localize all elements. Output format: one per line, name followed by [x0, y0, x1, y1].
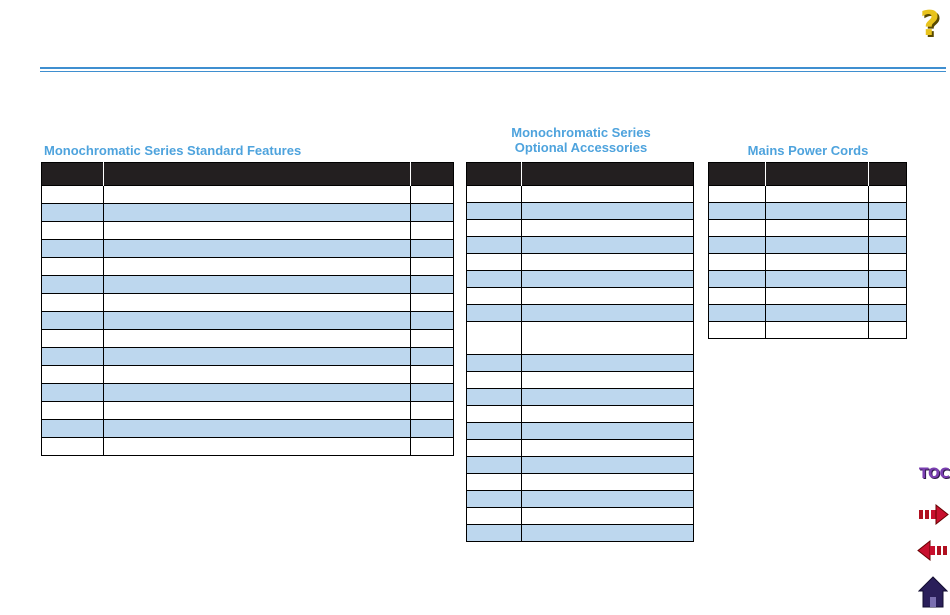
- table-cell: [765, 186, 868, 203]
- table-cell: [103, 438, 410, 456]
- table-cell: [411, 294, 454, 312]
- table-row: [467, 288, 694, 305]
- column-header: [869, 163, 907, 186]
- table-cell: [103, 222, 410, 240]
- standard-features-table: [41, 162, 454, 456]
- table-cell: [709, 254, 766, 271]
- optional-accessories-caption: [466, 125, 696, 155]
- table-cell: [467, 423, 522, 440]
- table-cell: [467, 440, 522, 457]
- table-header-row: [467, 163, 694, 186]
- table-cell: [103, 348, 410, 366]
- table-row: [42, 366, 454, 384]
- table-cell: [103, 366, 410, 384]
- table-cell: [467, 237, 522, 254]
- table-cell: [42, 402, 104, 420]
- next-page-arrow-icon[interactable]: [917, 502, 949, 526]
- toc-icon[interactable]: TOC: [919, 466, 950, 482]
- table-cell: [869, 220, 907, 237]
- table-cell: [521, 271, 693, 288]
- table-row: [42, 258, 454, 276]
- table-cell: [521, 525, 693, 542]
- column-header: [521, 163, 693, 186]
- table-cell: [869, 186, 907, 203]
- table-cell: [42, 276, 104, 294]
- header-rule: [40, 67, 946, 69]
- table-cell: [709, 305, 766, 322]
- table-cell: [521, 457, 693, 474]
- table-row: [467, 525, 694, 542]
- table-row: [467, 423, 694, 440]
- table-row: [42, 348, 454, 366]
- table-cell: [521, 423, 693, 440]
- table-cell: [411, 312, 454, 330]
- table-cell: [42, 438, 104, 456]
- table-row: [709, 322, 907, 339]
- table-cell: [709, 322, 766, 339]
- table-cell: [709, 220, 766, 237]
- table-row: [42, 384, 454, 402]
- table-cell: [709, 288, 766, 305]
- table-cell: [521, 440, 693, 457]
- table-cell: [869, 305, 907, 322]
- table-row: [467, 355, 694, 372]
- table-cell: [467, 288, 522, 305]
- table-cell: [42, 186, 104, 204]
- table-cell: [467, 271, 522, 288]
- table-cell: [521, 474, 693, 491]
- table-cell: [411, 384, 454, 402]
- table-row: [467, 220, 694, 237]
- column-header: [467, 163, 522, 186]
- table-row: [709, 288, 907, 305]
- table-cell: [42, 420, 104, 438]
- header-rule-thin: [40, 71, 946, 72]
- table-cell: [467, 254, 522, 271]
- optional-accessories-caption-line1: Monochromatic Series: [511, 125, 651, 140]
- table-row: [709, 305, 907, 322]
- table-header-row: [709, 163, 907, 186]
- table-cell: [521, 491, 693, 508]
- optional-accessories-table: [466, 162, 694, 542]
- table-row: [467, 254, 694, 271]
- table-cell: [103, 384, 410, 402]
- table-cell: [103, 330, 410, 348]
- table-cell: [411, 258, 454, 276]
- table-cell: [521, 203, 693, 220]
- table-cell: [869, 322, 907, 339]
- table-cell: [521, 372, 693, 389]
- table-row: [42, 240, 454, 258]
- table-cell: [42, 384, 104, 402]
- table-cell: [411, 420, 454, 438]
- table-cell: [411, 222, 454, 240]
- table-row: [709, 203, 907, 220]
- table-cell: [521, 186, 693, 203]
- previous-page-arrow-icon[interactable]: [917, 538, 949, 562]
- table-cell: [521, 406, 693, 423]
- table-row: [42, 438, 454, 456]
- table-cell: [467, 372, 522, 389]
- table-cell: [521, 220, 693, 237]
- table-cell: [103, 276, 410, 294]
- table-cell: [709, 237, 766, 254]
- table-cell: [42, 294, 104, 312]
- table-cell: [42, 330, 104, 348]
- table-cell: [765, 322, 868, 339]
- table-cell: [521, 305, 693, 322]
- table-row: [467, 237, 694, 254]
- table-row: [709, 237, 907, 254]
- table-cell: [869, 237, 907, 254]
- table-cell: [411, 330, 454, 348]
- table-row: [709, 254, 907, 271]
- table-cell: [467, 406, 522, 423]
- table-cell: [467, 508, 522, 525]
- table-cell: [521, 355, 693, 372]
- table-row: [42, 186, 454, 204]
- table-cell: [42, 366, 104, 384]
- column-header: [765, 163, 868, 186]
- table-cell: [467, 203, 522, 220]
- table-cell: [709, 186, 766, 203]
- table-cell: [103, 186, 410, 204]
- optional-accessories-caption-line2: Optional Accessories: [514, 140, 648, 155]
- table-cell: [103, 420, 410, 438]
- table-cell: [765, 271, 868, 288]
- table-cell: [521, 288, 693, 305]
- table-row: [42, 330, 454, 348]
- table-cell: [42, 204, 104, 222]
- question-mark-icon[interactable]: ?: [920, 4, 940, 44]
- table-cell: [103, 294, 410, 312]
- table-row: [467, 389, 694, 406]
- table-row: [709, 271, 907, 288]
- table-cell: [869, 254, 907, 271]
- table-row: [467, 406, 694, 423]
- table-cell: [467, 355, 522, 372]
- table-cell: [467, 186, 522, 203]
- table-cell: [42, 240, 104, 258]
- table-row: [42, 204, 454, 222]
- table-row: [42, 294, 454, 312]
- column-header: [411, 163, 454, 186]
- table-cell: [103, 204, 410, 222]
- table-row: [467, 491, 694, 508]
- table-cell: [709, 203, 766, 220]
- table-row: [467, 457, 694, 474]
- table-cell: [411, 402, 454, 420]
- table-cell: [467, 322, 522, 355]
- table-cell: [709, 271, 766, 288]
- table-cell: [42, 222, 104, 240]
- table-row: [467, 322, 694, 355]
- column-header: [103, 163, 410, 186]
- table-cell: [42, 258, 104, 276]
- table-cell: [411, 438, 454, 456]
- table-row: [467, 474, 694, 491]
- table-cell: [521, 389, 693, 406]
- table-cell: [869, 288, 907, 305]
- table-cell: [42, 312, 104, 330]
- standard-features-caption: Monochromatic Series Standard Features: [44, 143, 302, 158]
- table-cell: [103, 240, 410, 258]
- table-cell: [765, 203, 868, 220]
- table-header-row: [42, 163, 454, 186]
- table-row: [42, 402, 454, 420]
- table-row: [467, 186, 694, 203]
- table-row: [709, 186, 907, 203]
- mains-power-cords-caption: Mains Power Cords: [747, 143, 869, 158]
- table-row: [467, 305, 694, 322]
- table-cell: [467, 474, 522, 491]
- table-cell: [411, 204, 454, 222]
- table-cell: [467, 389, 522, 406]
- table-cell: [765, 254, 868, 271]
- column-header: [42, 163, 104, 186]
- table-cell: [765, 288, 868, 305]
- table-cell: [869, 203, 907, 220]
- table-cell: [411, 276, 454, 294]
- table-row: [42, 276, 454, 294]
- table-row: [467, 372, 694, 389]
- table-cell: [521, 322, 693, 355]
- table-row: [42, 312, 454, 330]
- table-cell: [411, 348, 454, 366]
- table-cell: [521, 508, 693, 525]
- table-row: [467, 508, 694, 525]
- table-cell: [467, 305, 522, 322]
- table-cell: [411, 240, 454, 258]
- table-cell: [467, 525, 522, 542]
- table-cell: [765, 305, 868, 322]
- table-cell: [869, 271, 907, 288]
- table-cell: [411, 186, 454, 204]
- table-cell: [103, 258, 410, 276]
- table-row: [42, 222, 454, 240]
- home-icon[interactable]: [918, 574, 948, 608]
- table-cell: [411, 366, 454, 384]
- table-row: [709, 220, 907, 237]
- table-cell: [467, 220, 522, 237]
- table-cell: [103, 402, 410, 420]
- table-row: [467, 203, 694, 220]
- table-row: [42, 420, 454, 438]
- table-cell: [765, 237, 868, 254]
- table-row: [467, 440, 694, 457]
- table-row: [467, 271, 694, 288]
- table-cell: [521, 254, 693, 271]
- mains-power-cords-table: [708, 162, 907, 339]
- table-cell: [521, 237, 693, 254]
- table-cell: [467, 457, 522, 474]
- table-cell: [103, 312, 410, 330]
- table-cell: [42, 348, 104, 366]
- table-cell: [467, 491, 522, 508]
- column-header: [709, 163, 766, 186]
- table-cell: [765, 220, 868, 237]
